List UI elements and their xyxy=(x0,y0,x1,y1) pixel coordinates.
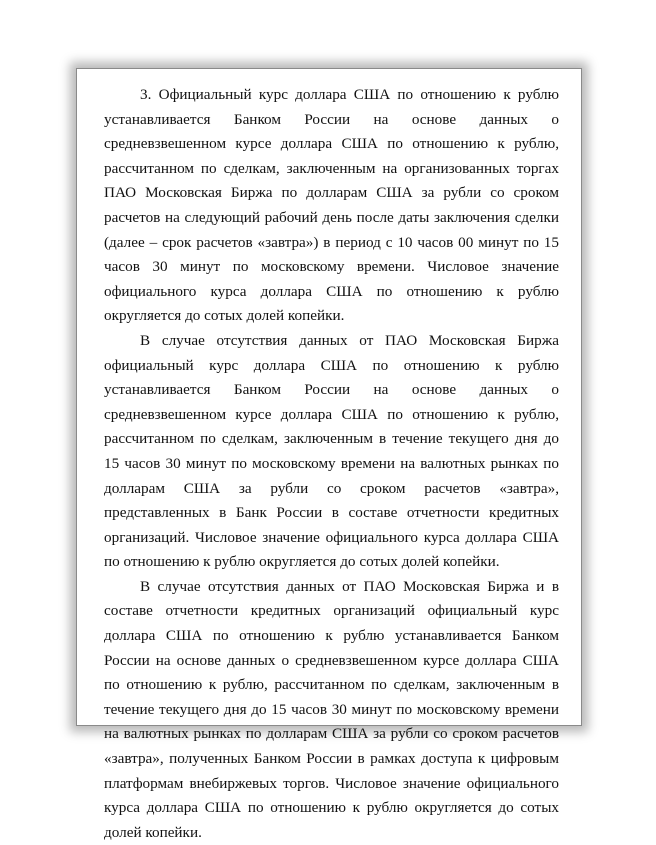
paragraph-2: В случае отсутствия данных от ПАО Московская Биржа официальный курс доллара США по отношению к рублю устанавливается Банком России на основе данных о средневзвешенном курсе доллара США по отношению к рублю, рассчитанном по сделкам, заключенным в течение текущего дня до 15 часов 30 минут по московскому времени на валютных рынках по долларам США за рубли со сроком расчетов «завтра», представленных в Банк России в составе отчетности кредитных организаций. Числовое значение официального курса доллара США по отношению к рублю округляется до сотых долей копейки. xyxy=(104,331,559,571)
paragraph-1: 3. Официальный курс доллара США по отношению к рублю устанавливается Банком России на основе данных о средневзвешенном курсе доллара США по отношению к рублю, рассчитанном по сделкам, заключенным на организованных торгах ПАО Московская Биржа по долларам США за рубли со сроком расчетов на следующий рабочий день после даты заключения сделки (далее – срок расчетов «завтра») в период с 10 часов 00 минут по 15 часов 30 минут по московскому времени. Числовое значение официального курса доллара США по отношению к рублю округляется до сотых долей копейки. xyxy=(104,86,559,325)
document-page xyxy=(76,68,582,841)
paragraph-3: В случае отсутствия данных от ПАО Московская Биржа и в составе отчетности кредитных организаций официальный курс доллара США по отношению к рублю устанавливается Банком России на основе данных о средневзвешенном курсе доллара США по отношению к рублю, рассчитанном по сделкам, заключенным в течение текущего дня до 15 часов 30 минут по московскому времени на валютных рынках по долларам США за рубли со сроком расчетов «завтра», полученных Банком России в рамках доступа к цифровым платформам внебиржевых торгов. Числовое значение официального курса доллара США по отношению к рублю округляется до сотых долей копейки. xyxy=(104,577,559,841)
